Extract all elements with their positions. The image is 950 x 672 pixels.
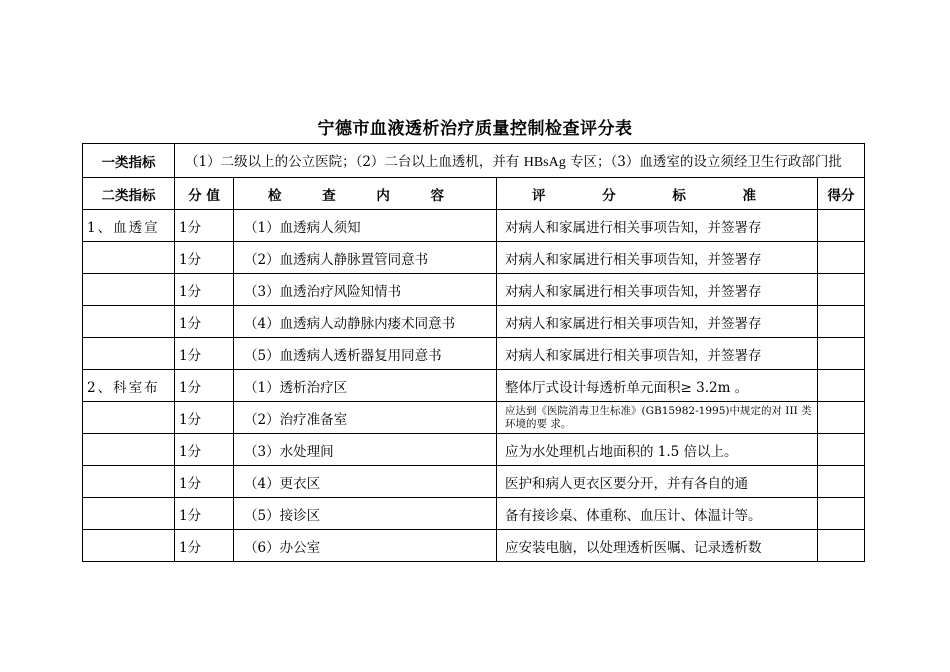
row-points <box>818 370 865 402</box>
row-category <box>83 242 175 274</box>
row-category <box>83 338 175 370</box>
row-score: 1分 <box>175 338 234 370</box>
row-standard: 备有接诊桌、体重称、血压计、体温计等。 <box>497 498 818 530</box>
header-points: 得分 <box>818 178 865 210</box>
row-standard: 应为水处理机占地面积的 1.5 倍以上。 <box>497 434 818 466</box>
score-table <box>82 143 865 562</box>
table-row <box>83 434 865 466</box>
first-level-text-a: （1）二级以上的公立医院；（2）二台以上血透机，并有 <box>185 154 520 170</box>
row-points <box>818 274 865 306</box>
row-content: （6）办公室 <box>234 530 497 562</box>
header-standard: 评 分 标 准 <box>497 178 818 210</box>
header-second-level: 二类指标 <box>83 178 175 210</box>
row-score: 1分 <box>175 402 234 434</box>
row-category <box>83 498 175 530</box>
header-content: 检 查 内 容 <box>234 178 497 210</box>
row-standard: 对病人和家属进行相关事项告知，并签署存 <box>497 242 818 274</box>
row-points <box>818 434 865 466</box>
row-standard: 整体厅式设计每透析单元面积≥ 3.2m 。 <box>497 370 818 402</box>
row-content: （1）透析治疗区 <box>234 370 497 402</box>
row-standard: 对病人和家属进行相关事项告知，并签署存 <box>497 274 818 306</box>
header-row <box>83 178 865 210</box>
first-level-label: 一类指标 <box>83 144 175 178</box>
table-row <box>83 274 865 306</box>
header-score: 分 值 <box>175 178 234 210</box>
row-standard: 对病人和家属进行相关事项告知，并签署存 <box>497 306 818 338</box>
row-points <box>818 338 865 370</box>
row-points <box>818 498 865 530</box>
row-category <box>83 402 175 434</box>
row-score: 1分 <box>175 466 234 498</box>
row-standard: 对病人和家属进行相关事项告知，并签署存 <box>497 210 818 242</box>
row-points <box>818 210 865 242</box>
page-title: 宁德市血液透析治疗质量控制检查评分表 <box>317 119 633 139</box>
row-score: 1分 <box>175 274 234 306</box>
table-row <box>83 306 865 338</box>
row-standard: 对病人和家属进行相关事项告知，并签署存 <box>497 338 818 370</box>
table-row <box>83 466 865 498</box>
table-row <box>83 338 865 370</box>
row-category <box>83 434 175 466</box>
row-score: 1分 <box>175 434 234 466</box>
table-row <box>83 242 865 274</box>
row-standard: 医护和病人更衣区要分开，并有各自的通 <box>497 466 818 498</box>
row-score: 1分 <box>175 498 234 530</box>
row-standard: 应达到《医院消毒卫生标准》(GB15982-1995)中规定的对 III 类环境的要 求。 <box>497 402 818 434</box>
row-content: （4）血透病人动静脉内瘘术同意书 <box>234 306 497 338</box>
row-score: 1分 <box>175 370 234 402</box>
row-points <box>818 530 865 562</box>
row-standard: 应安装电脑，以处理透析医嘱、记录透析数 <box>497 530 818 562</box>
row-content: （5）接诊区 <box>234 498 497 530</box>
row-points <box>818 306 865 338</box>
first-level-row <box>83 144 865 178</box>
row-content: （1）血透病人须知 <box>234 210 497 242</box>
row-content: （5）血透病人透析器复用同意书 <box>234 338 497 370</box>
row-content: （2）血透病人静脉置管同意书 <box>234 242 497 274</box>
row-content: （4）更衣区 <box>234 466 497 498</box>
row-score: 1分 <box>175 530 234 562</box>
row-category <box>83 306 175 338</box>
row-category <box>83 530 175 562</box>
row-score: 1分 <box>175 242 234 274</box>
row-category: 2、科室布 <box>83 370 175 402</box>
first-level-hbsag: HBsAg <box>523 155 566 170</box>
row-category <box>83 466 175 498</box>
row-score: 1分 <box>175 306 234 338</box>
row-category: 1、血透宣 <box>83 210 175 242</box>
row-content: （3）水处理间 <box>234 434 497 466</box>
table-row <box>83 402 865 434</box>
table-row <box>83 370 865 402</box>
table-row <box>83 498 865 530</box>
row-category <box>83 274 175 306</box>
row-points <box>818 402 865 434</box>
table-row <box>83 210 865 242</box>
row-points <box>818 242 865 274</box>
first-level-text <box>175 144 865 178</box>
row-content: （3）血透治疗风险知情书 <box>234 274 497 306</box>
row-score: 1分 <box>175 210 234 242</box>
table-row <box>83 530 865 562</box>
row-content: （2）治疗准备室 <box>234 402 497 434</box>
row-points <box>818 466 865 498</box>
first-level-text-b: 专区；（3）血透室的设立须经卫生行政部门批 <box>570 154 842 170</box>
